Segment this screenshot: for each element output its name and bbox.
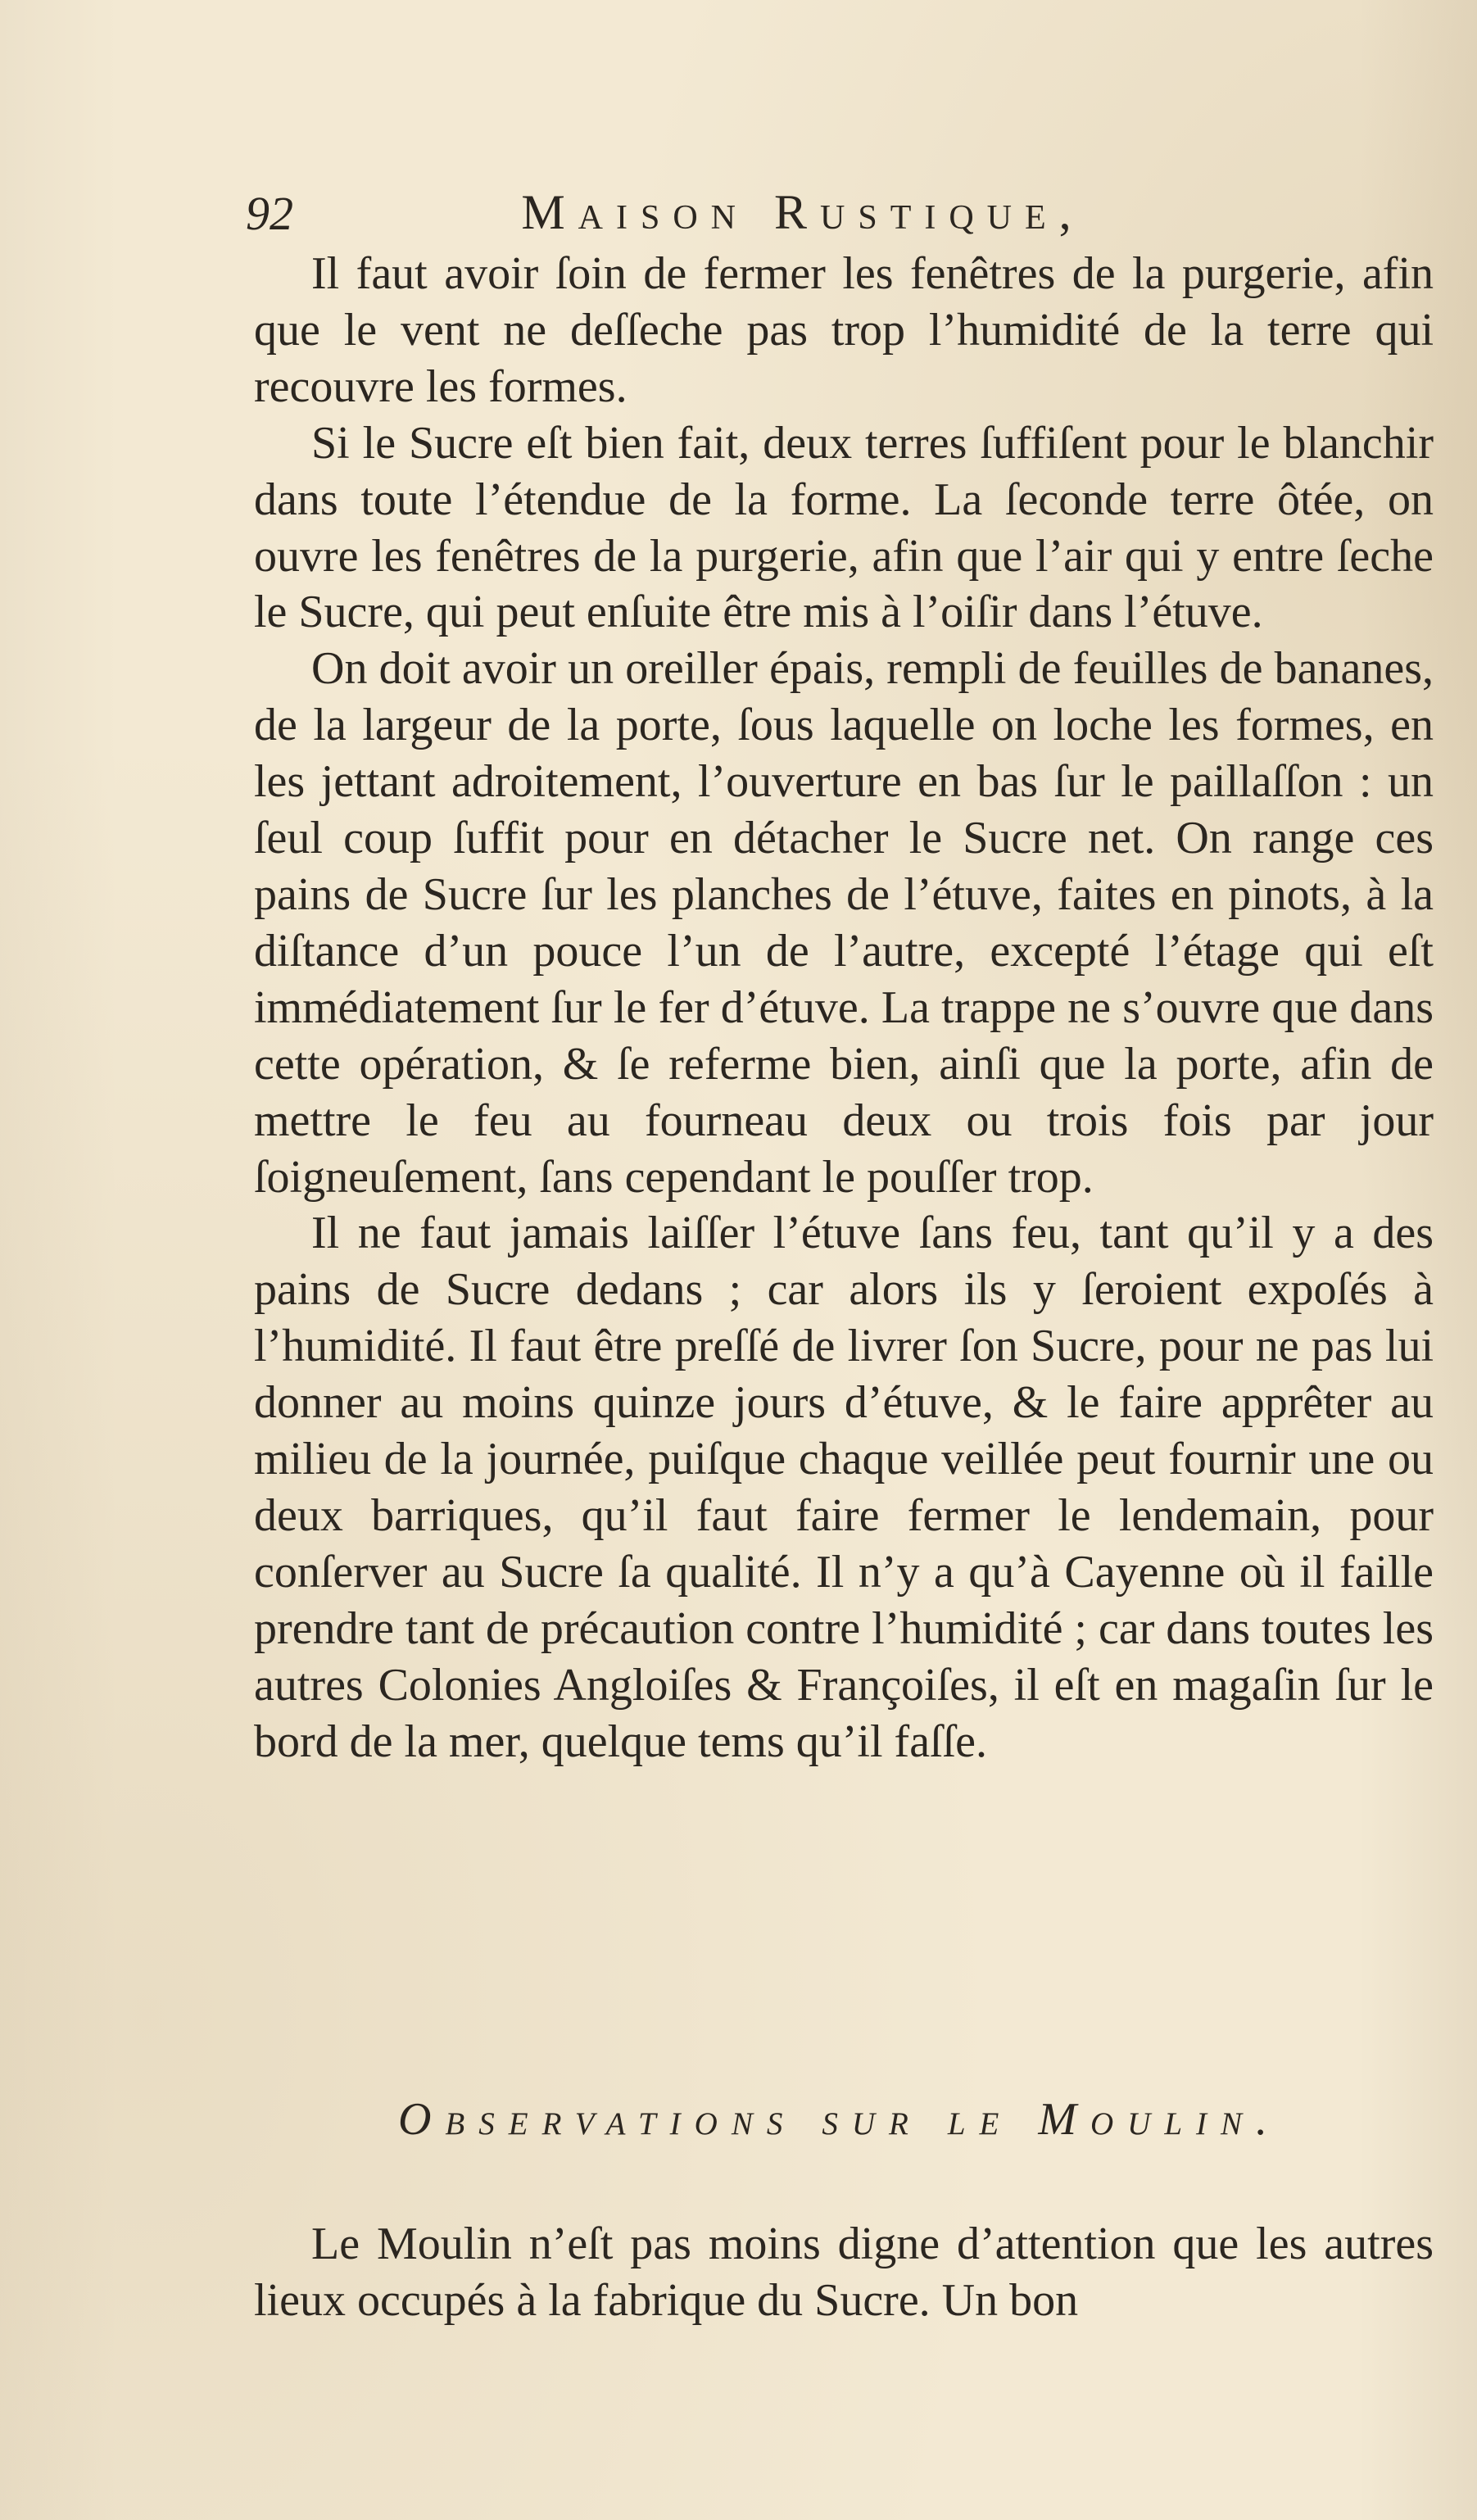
- running-title: Maison Rustique,: [521, 185, 1085, 239]
- page-number: 92: [246, 187, 293, 240]
- paragraph: Si le Sucre eſt bien fait, deux terres ſuffiſent pour le blanchir dans toute l’étendue de la forme. La ſeconde terre ôtée, on ouvre les fenêtres de la purgerie, afin que l’air qui y entre ſeche le Sucre, qui peut enſuite être mis à l’oiſir dans l’étuve.: [254, 417, 1434, 638]
- section-heading: Observations sur le Moulin.: [397, 2094, 1282, 2145]
- body-text: [254, 246, 1434, 1770]
- paragraph: Le Moulin n’eſt pas moins digne d’attention que les autres lieux occupés à la fabrique du Sucre. Un bon: [254, 2219, 1434, 2326]
- running-head: [246, 176, 1253, 250]
- paragraph: On doit avoir un oreiller épais, rempli de feuilles de bananes, de la largeur de la porte, ſous laquelle on loche les formes, en les jettant adroitement, l’ouverture en bas ſur le paillaſſon : un ſeul coup ſuffit pour en détacher le Sucre net. On range ces pains de Sucre ſur les planches de l’étuve, faites en pinots, à la diſtance d’un pouce l’un de l’autre, excepté l’étage qui eſt immédiatement ſur le fer d’étuve. La trappe ne s’ouvre que dans cette opération, & ſe referme bien, ainſi que la porte, afin de mettre le feu au fourneau deux ou trois fois par jour ſoigneuſement, ſans cependant le pouſſer trop.: [254, 643, 1434, 1203]
- body-text-continued: [254, 2216, 1434, 2329]
- paragraph: Il faut avoir ſoin de fermer les fenêtres de la purgerie, afin que le vent ne deſſeche pas trop l’humidité de la terre qui recouvre les formes.: [254, 248, 1434, 412]
- paragraph: Il ne faut jamais laiſſer l’étuve ſans feu, tant qu’il y a des pains de Sucre dedans ; car alors ils y ſeroient expoſés à l’humidité. Il faut être preſſé de livrer ſon Sucre, pour ne pas lui donner au moins quinze jours d’étuve, & le faire apprêter au milieu de la journée, puiſque chaque veillée peut fournir une ou deux barriques, qu’il faut faire fermer le lendemain, pour conſerver au Sucre ſa qualité. Il n’y a qu’à Cayenne où il faille prendre tant de précaution contre l’humidité ; car dans toutes les autres Colonies Angloiſes & Françoiſes, il eſt en magaſin ſur le bord de la mer, quelque tems qu’il faſſe.: [254, 1208, 1434, 1767]
